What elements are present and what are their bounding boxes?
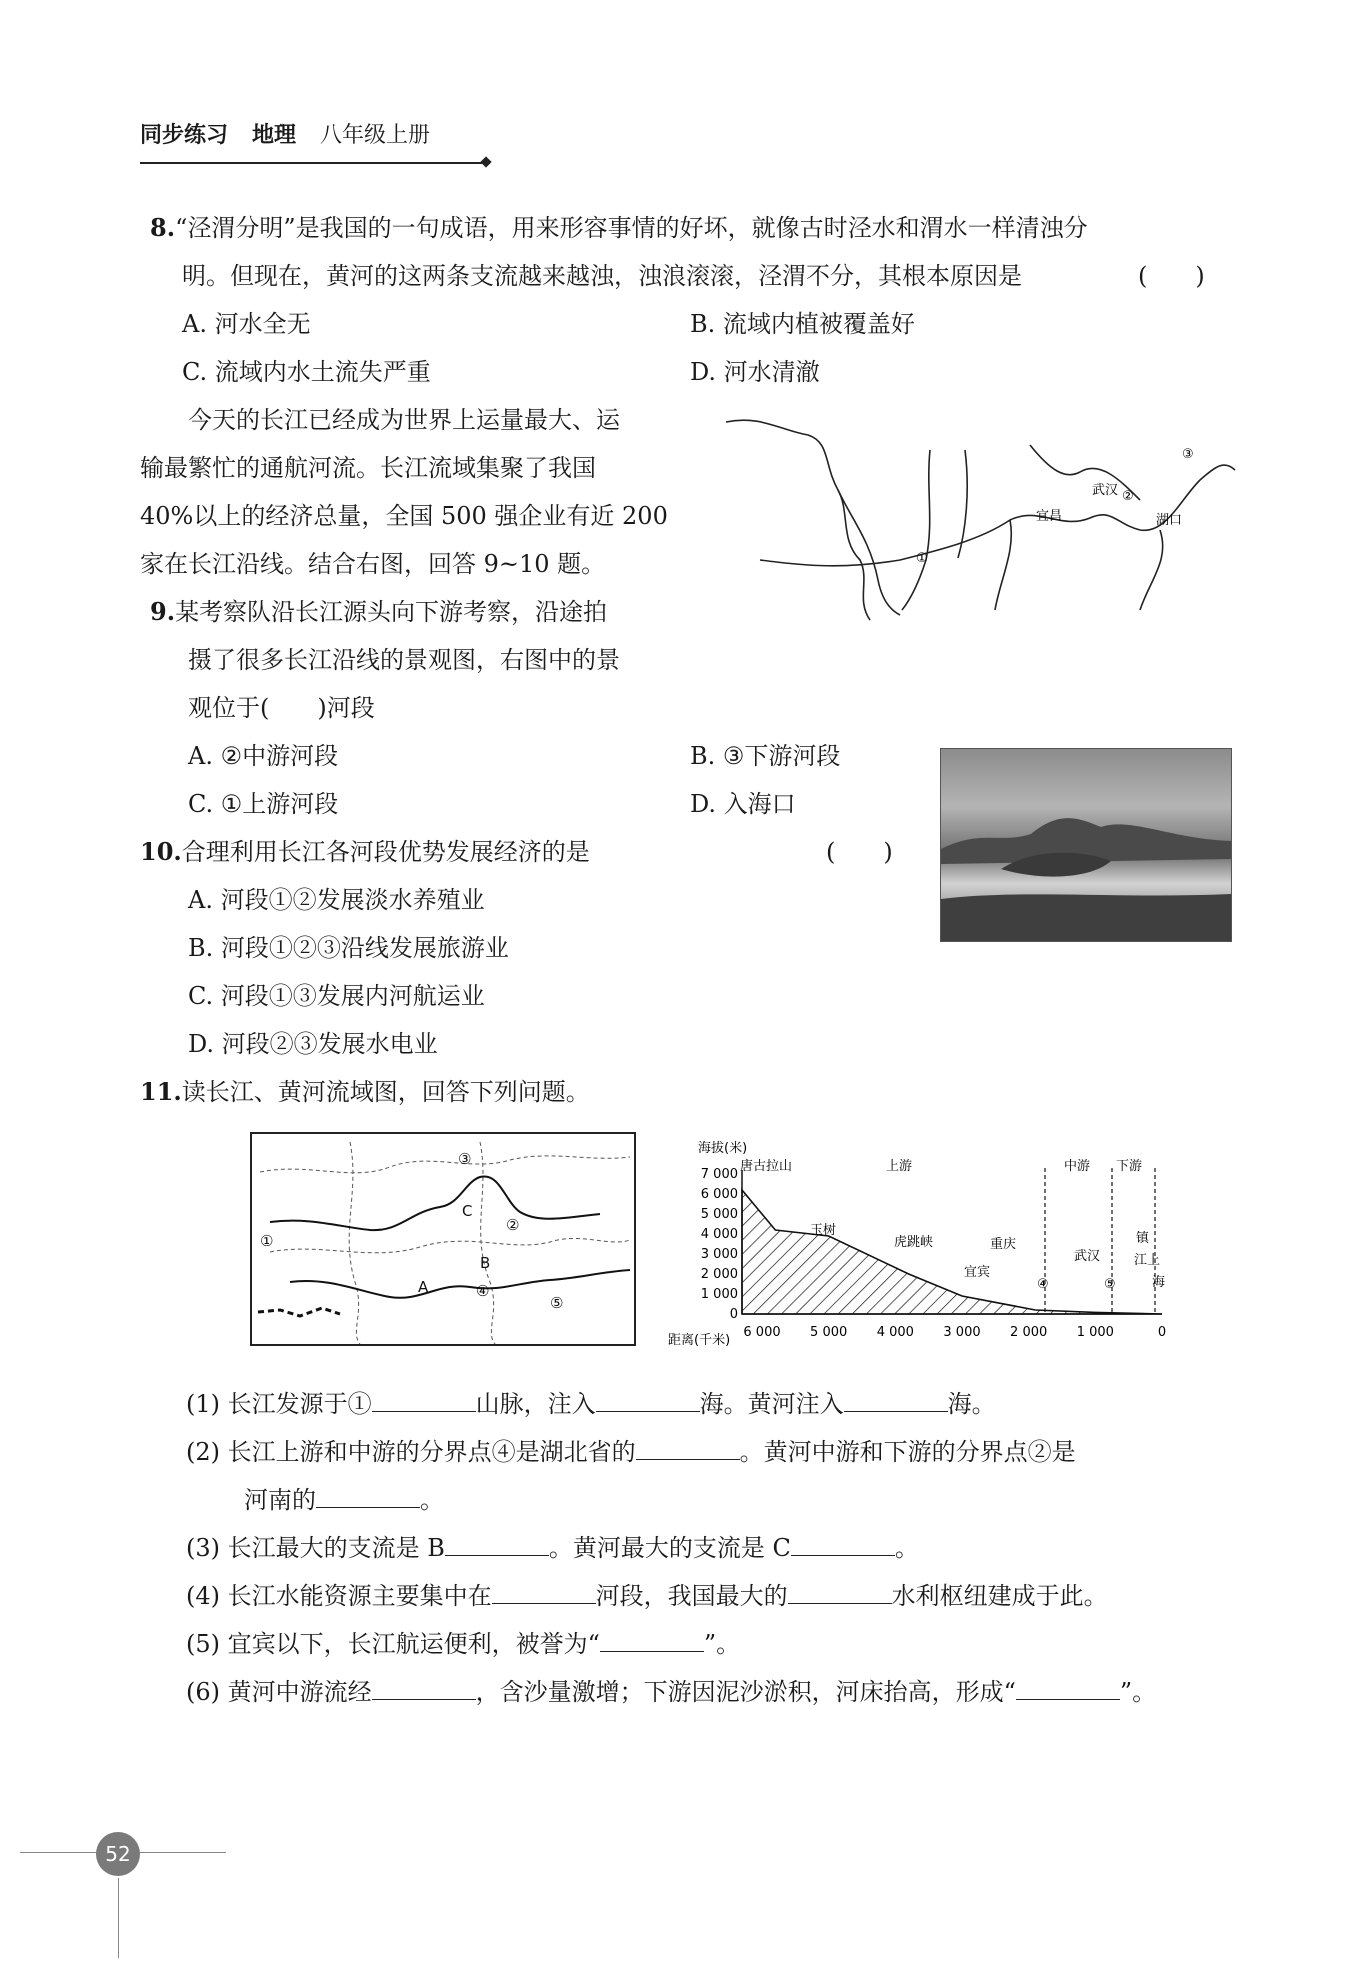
marker-2: ② [1122,489,1134,504]
yangtze-yellow-basin-map [250,1132,636,1346]
running-header [140,118,430,149]
q8-answer-paren[interactable]: ( ) [1138,262,1205,290]
place-wuhan: 武汉 [1074,1249,1101,1264]
marker-1: ① [916,551,928,566]
passage-line4: 家在长江沿线。结合右图，回答 9~10 题。 [140,550,606,578]
q11-item-2 [186,1428,1076,1476]
place-zhenjiang-1: 镇 [1136,1231,1150,1246]
q11-item1-text2: 山脉，注入 [475,1390,596,1418]
passage-line1: 今天的长江已经成为世界上运量最大、运 [188,406,620,434]
q11-item1-text1: (1) 长江发源于① [186,1390,372,1418]
x-tick-label: 1 000 [1076,1325,1114,1340]
q11-line [140,1068,590,1116]
header-rule [140,162,486,164]
river-path-1 [726,420,870,620]
yangtze-elevation-profile [668,1130,1188,1352]
q9-option-b[interactable]: B. ③下游河段 [690,742,841,770]
basin-marker-3: ③ [458,1150,472,1168]
series-title: 同步练习 [140,123,229,148]
q11-item2-text4: 。 [420,1486,444,1514]
q10-option-d[interactable]: D. 河段②③发展水电业 [188,1030,438,1058]
answer-blank[interactable] [636,1437,740,1460]
answer-blank[interactable] [844,1389,948,1412]
answer-blank[interactable] [492,1581,596,1604]
q10-option-a[interactable]: A. 河段①②发展淡水养殖业 [188,886,485,914]
x-tick-label: 0 [1157,1325,1167,1340]
section-middle: 中游 [1064,1159,1091,1174]
q9-stem-3[interactable]: 观位于( )河段 [188,694,375,722]
x-tick-label: 6 000 [743,1325,781,1340]
section-upper: 上游 [886,1159,913,1174]
q11-item3-text2: 。黄河最大的支流是 C [548,1534,791,1562]
q9-line1 [150,588,607,636]
answer-blank[interactable] [372,1389,476,1412]
answer-blank[interactable] [372,1677,476,1700]
answer-blank[interactable] [1016,1677,1120,1700]
label-yichang: 宜昌 [1036,509,1063,524]
y-tick-label: 7 000 [700,1167,738,1182]
q8-option-d[interactable]: D. 河水清澈 [690,358,820,386]
answer-blank[interactable] [596,1389,700,1412]
passage-line3: 40%以上的经济总量，全国 500 强企业有近 200 [140,502,668,530]
river-path-7 [995,520,1011,610]
q10-answer-paren[interactable]: ( ) [826,838,893,866]
label-hukou: 湖口 [1156,513,1183,528]
q11-item6-text1: (6) 黄河中游流经 [186,1678,372,1706]
tributary-label-b: B [480,1254,491,1272]
q8-stem-1: “泾渭分明”是我国的一句成语，用来形容事情的好坏，就像古时泾水和渭水一样清浊分 [175,214,1088,242]
river-landscape-photo [940,748,1232,942]
q10-stem: 合理利用长江各河段优势发展经济的是 [181,838,590,866]
x-tick-label: 2 000 [1010,1325,1048,1340]
q11-item-5 [186,1620,740,1668]
answer-blank[interactable] [445,1533,549,1556]
y-tick-label: 4 000 [700,1227,738,1242]
label-wuhan: 武汉 [1092,483,1119,498]
header-rule-dot [480,156,491,167]
q9-option-a[interactable]: A. ②中游河段 [188,742,339,770]
q11-item2-text3: 河南的 [244,1486,316,1514]
q11-item-4 [186,1572,1108,1620]
answer-blank[interactable] [791,1533,895,1556]
y-tick-label: 2 000 [700,1267,738,1282]
page-number: 52 [96,1832,140,1876]
q9-stem-1: 某考察队沿长江源头向下游考察，沿途拍 [175,598,608,626]
q11-item-6 [186,1668,1156,1716]
q11-item3-text1: (3) 长江最大的支流是 B [186,1534,445,1562]
y-tick-label: 5 000 [700,1207,738,1222]
q10-option-c[interactable]: C. 河段①③发展内河航运业 [188,982,485,1010]
q11-item-3 [186,1524,919,1572]
place-tanggula: 唐古拉山 [740,1159,793,1174]
answer-blank[interactable] [788,1581,892,1604]
q11-item3-text3: 。 [894,1534,919,1562]
q10-line [140,828,590,876]
q11-item5-text1: (5) 宜宾以下，长江航运便利，被誉为“ [186,1630,600,1658]
river-path-3 [902,450,930,610]
q11-item2-text2: 。黄河中游和下游的分界点②是 [739,1438,1076,1466]
q11-item1-text4: 海。 [947,1390,996,1418]
y-tick-label: 1 000 [700,1287,738,1302]
q11-item-2-cont [244,1476,444,1524]
river-path-2 [838,490,900,615]
q11-item6-text2: ，含沙量激增；下游因泥沙淤积，河床抬高，形成“ [475,1678,1016,1706]
profile-marker-5: ⑤ [1104,1277,1116,1292]
y-tick-label: 3 000 [700,1247,738,1262]
x-tick-label: 5 000 [810,1325,848,1340]
answer-blank[interactable] [316,1485,420,1508]
y-tick-label: 0 [729,1307,738,1322]
q9-number: 9. [150,597,176,626]
place-chongqing: 重庆 [990,1237,1017,1252]
tributary-label-c: C [462,1202,473,1220]
place-hutiaoxia: 虎跳峡 [894,1235,934,1250]
subject-title: 地理 [252,123,297,148]
yangtze-river-map [720,410,1240,625]
x-tick-label: 3 000 [943,1325,981,1340]
basin-marker-1: ① [260,1232,274,1250]
footer-vertical-rule [118,1878,119,1958]
q11-item6-text3: ”。 [1119,1678,1157,1706]
profile-ylabel: 海拔(米) [698,1141,748,1156]
q11-item4-text1: (4) 长江水能资源主要集中在 [186,1582,492,1610]
q11-item-1 [186,1380,996,1428]
passage-line2: 输最繁忙的通航河流。长江流域集聚了我国 [140,454,596,482]
foreground-bank [941,894,1231,941]
profile-xlabel: 距离(千米) [668,1333,731,1348]
q11-number: 11. [140,1077,182,1106]
q11-stem: 读长江、黄河流域图，回答下列问题。 [181,1078,590,1106]
photo-scene [941,749,1231,941]
y-tick-label: 6 000 [700,1187,738,1202]
q9-option-c[interactable]: C. ①上游河段 [188,790,339,818]
grade-title: 八年级上册 [320,123,431,148]
place-shanghai: 海 [1152,1275,1166,1290]
q8-option-c[interactable]: C. 流域内水土流失严重 [182,358,431,386]
place-yibin: 宜宾 [964,1265,991,1280]
q9-stem-2: 摄了很多长江沿线的景观图，右图中的景 [188,646,620,674]
q8-line2 [182,252,1022,300]
profile-marker-4: ④ [1037,1277,1049,1292]
section-lower: 下游 [1116,1159,1143,1174]
q8-number: 8. [150,213,176,242]
answer-blank[interactable] [600,1629,704,1652]
marker-3: ③ [1182,447,1194,462]
basin-marker-4: ④ [476,1282,490,1300]
q8-option-b[interactable]: B. 流域内植被覆盖好 [690,310,915,338]
basin-marker-2: ② [506,1216,520,1234]
q11-item2-text1: (2) 长江上游和中游的分界点④是湖北省的 [186,1438,636,1466]
x-tick-label: 4 000 [876,1325,914,1340]
q8-option-a[interactable]: A. 河水全无 [182,310,311,338]
river-path-6 [1140,530,1163,610]
q8-line1 [150,204,1088,252]
tributary-label-a: A [418,1278,429,1296]
q11-item4-text2: 河段，我国最大的 [595,1582,788,1610]
q10-option-b[interactable]: B. 河段①②③沿线发展旅游业 [188,934,509,962]
q10-number: 10. [140,837,182,866]
q11-item4-text3: 水利枢纽建成于此。 [891,1582,1108,1610]
place-zhenjiang-2: 江上 [1134,1253,1161,1268]
q11-item1-text3: 海。黄河注入 [699,1390,844,1418]
q11-item5-text2: ”。 [703,1630,741,1658]
q8-stem-2: 明。但现在，黄河的这两条支流越来越浊，浊浪滚滚，泾渭不分，其根本原因是 [182,262,1022,290]
place-yushu: 玉树 [810,1223,837,1238]
q9-option-d[interactable]: D. 入海口 [690,790,796,818]
basin-marker-5: ⑤ [550,1294,564,1312]
